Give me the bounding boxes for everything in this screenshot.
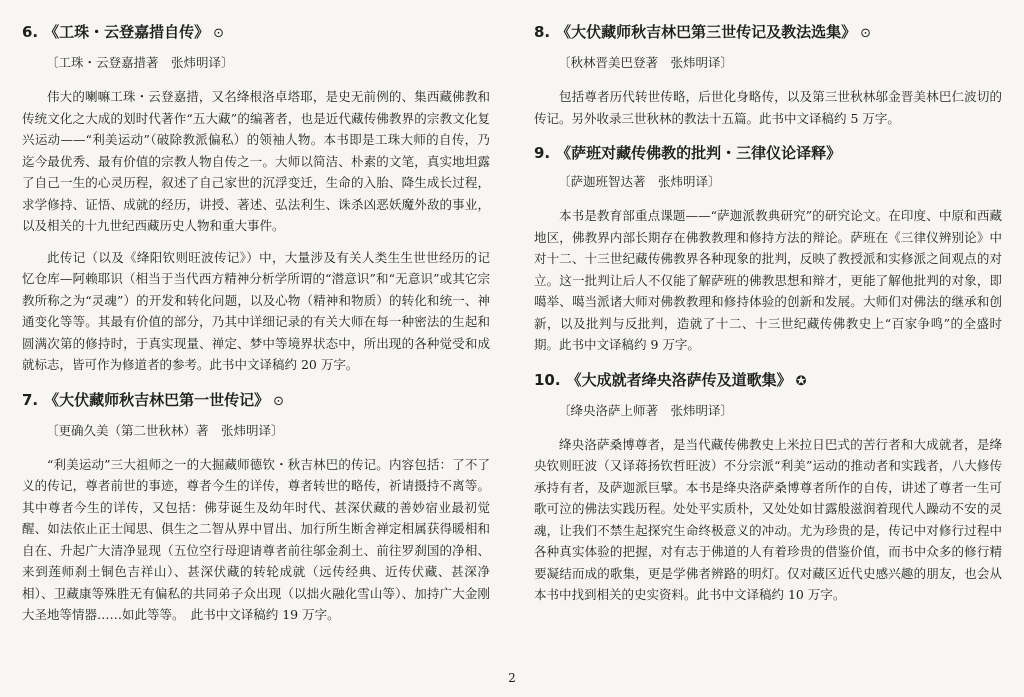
entry-title-text: 《大伏藏师秋吉林巴第三世传记及教法选集》 (556, 23, 857, 41)
circle-dot-icon: ⊙ (860, 26, 872, 41)
entry-title (22, 390, 490, 412)
entry-author: 〔秋林晋美巴登著 张炜明译〕 (558, 55, 734, 70)
page-number: 2 (508, 671, 516, 685)
left-column (22, 22, 490, 626)
entry-title (534, 22, 1002, 44)
entry-title-text: 《工珠・云登嘉措自传》 (44, 23, 210, 41)
entry-author: 〔萨迦班智达著 张炜明译〕 (558, 174, 721, 189)
entry-author: 〔工珠・云登嘉措著 张炜明译〕 (46, 55, 234, 70)
entry-title (534, 370, 1002, 392)
entry-title-text: 《大成就者绛央洛萨传及道歌集》 (566, 370, 792, 389)
book-entry-6 (22, 22, 490, 376)
star-circle-icon: ✪ (795, 373, 807, 389)
entry-number: 8. (534, 23, 551, 41)
book-entry-10 (534, 370, 1002, 606)
right-column (534, 22, 1002, 606)
entry-title-text: 《大伏藏师秋吉林巴第一世传记》 (44, 390, 270, 409)
circle-dot-icon: ⊙ (273, 393, 285, 409)
entry-author: 〔更确久美（第二世秋林）著 张炜明译〕 (46, 422, 284, 438)
entry-number: 9. (534, 144, 551, 162)
book-entry-9 (534, 143, 1002, 356)
book-entry-8 (534, 22, 1002, 129)
entry-number: 7. (22, 390, 39, 409)
circle-dot-icon: ⊙ (213, 26, 225, 41)
book-entry-7 (22, 390, 490, 626)
entry-number: 10. (534, 370, 561, 389)
entry-paragraph: 绛央洛萨桑博尊者，是当代藏传佛教史上米拉日巴式的苦行者和大成就者，是绛央钦则旺波（又译蒋扬钦哲旺波）不分宗派“利美”运动的推动者和实践者，八大修传承持有者，及萨迦派巨擘。本书是绛央洛萨桑博尊者所作的自传，讲述了尊者一生可歌可泣的佛法实践历程。处处平实质朴，又处处如甘露般滋润着现代人躁动不安的灵魂，让我们不禁生起探究生命终极意义的冲动。尤为珍贵的是，传记中对修行过程中各种真实体验的把握，对有志于佛道的人有着珍贵的借鉴价值，而书中众多的修行精要凝结而成的歌集，更是学佛者辨路的明灯。仅对藏区近代史感兴趣的朋友，也会从本书中找到相关的史实资料。此书中文译稿约 10 万字。 (534, 436, 1002, 602)
entry-paragraph: 伟大的喇嘛工珠・云登嘉措，又名绛根洛卓塔耶，是史无前例的、集西藏佛教和传统文化之大成的划时代著作“五大藏”的编著者，也是近代藏传佛教界的宗教文化复兴运动——“利美运动”（破除教派偏私）的领袖人物。本书即是工珠大师的自传，乃迄今最优秀、最有价值的宗教人物自传之一。大师以简洁、朴素的文笔，真实地坦露了自己一生的心灵历程，叙述了自己家世的沉浮变迁，生命的入胎、降生成长过程，求学修持、证悟、成就的经历，讲授、著述、弘法利生、诛杀凶恶妖魔外敌的事业，以及相关的十九世纪西藏历史人物和重大事件。 (22, 89, 490, 233)
entry-title-text: 《萨班对藏传佛教的批判・三律仪论译释》 (556, 144, 842, 162)
entry-title (22, 22, 490, 44)
entry-paragraph: 本书是教育部重点课题——“萨迦派教典研究”的研究论文。在印度、中原和西藏地区，佛教界内部长期存在佛教教理和修持方法的辩论。萨班在《三律仪辨别论》中对十二、十三世纪藏传佛教界各种现象的批判，反映了教授派和实修派之间观点的对立。这一批判让后人不仅能了解萨班的佛教思想和辩才，更能了解他批判的对象，即噶举、噶当派诸大师对佛教教理和修持体验的创新和发展。大师们对佛法的继承和创新，以及批判与反批判，造就了十二、十三世纪藏传佛教史上“百家争鸣”的全盛时期。此书中文译稿约 9 万字。 (534, 208, 1002, 352)
entry-title (534, 143, 1002, 163)
entry-number: 6. (22, 23, 39, 41)
entry-paragraph: 此传记（以及《绛阳钦则旺波传记》）中，大量涉及有关人类生生世世经历的记忆仓库—阿赖耶识（相当于当代西方精神分析学所谓的“潜意识”和“无意识”或其它宗教所称之为“灵魂”）的开发和转化问题，以及心物（精神和物质）的转化和统一、神通变化等等。其最有价值的部分，乃其中详细记录的有关大师在每一种密法的生起和圆满次第的修持时，于真实现量、禅定、梦中等境界状态中，所出现的各种觉受和成就标志，皆可作为修道者的参考。此书中文译稿约 20 万字。 (22, 249, 490, 372)
entry-paragraph: “利美运动”三大祖师之一的大掘藏师德钦・秋吉林巴的传记。内容包括：了不了义的传记，尊者前世的事迹，尊者今生的详传，尊者转世的略传，祈请摄持不离等。其中尊者今生的详传，又包括：佛芽诞生及幼年时代、甚深伏藏的善妙宿业最初觉醒、如法依止正士闻思、俱生之二智从界中冒出、加行所生断舍禅定相属获得暖相和自在、升起广大清净显现（五位空行母迎请尊者前往邬金刹土、前往罗刹国的净相、来到莲师刹土铜色吉祥山）、甚深伏藏的转轮成就（远传经典、近传伏藏、甚深净相）、卫藏康等殊胜无有偏私的共同弟子众出现（以拙火融化雪山等）、加持广大金刚大圣地等情器……如此等等。 此书中文译稿约 19 万字。 (22, 456, 490, 622)
entry-paragraph: 包括尊者历代转世传略，后世化身略传，以及第三世秋林邬金晋美林巴仁波切的传记。另外收录三世秋林的教法十五篇。此书中文译稿约 5 万字。 (534, 89, 1002, 126)
entry-author: 〔绛央洛萨上师著 张炜明译〕 (558, 402, 734, 418)
